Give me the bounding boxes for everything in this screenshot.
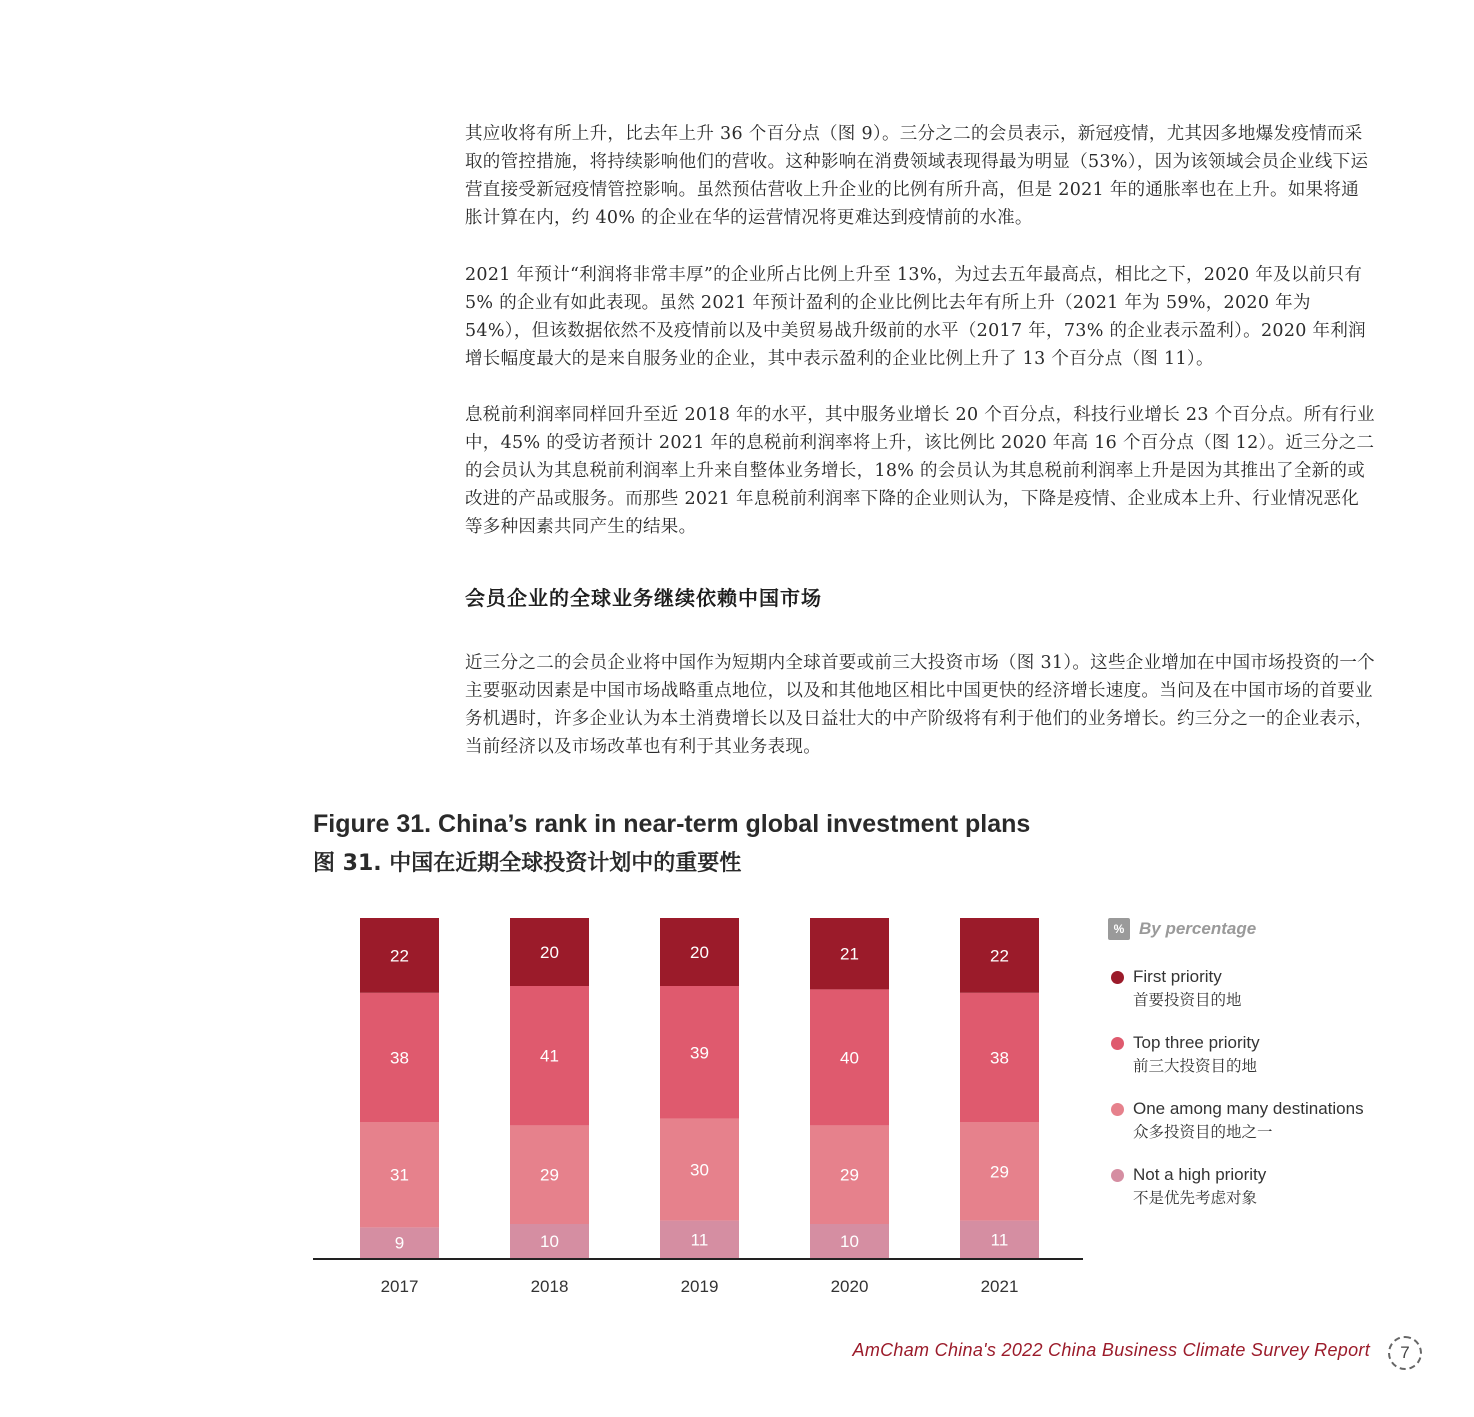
data-label: 11 xyxy=(990,1230,1009,1250)
page-number: 7 xyxy=(1388,1336,1422,1370)
footer-report-title: AmCham China's 2022 China Business Climate Survey Report xyxy=(852,1340,1370,1360)
figure-title-zh: 图 31. 中国在近期全球投资计划中的重要性 xyxy=(313,851,742,876)
data-label: 20 xyxy=(540,943,559,962)
legend-unit xyxy=(1108,918,1448,940)
data-label: 31 xyxy=(390,1165,409,1185)
data-label: 29 xyxy=(540,1165,559,1185)
legend-item-one-among-many xyxy=(1108,1098,1448,1144)
body-paragraph-1: 其应收将有所上升，比去年上升 36 个百分点（图 9）。三分之二的会员表示，新冠疫情，尤其因多地爆发疫情而采取的管控措施，将持续影响他们的营收。这种影响在消费领域表现得最为明显（53%），因为该领域会员企业线下运营直接受新冠疫情管控影响。虽然预估营收上升企业的比例有所升高，但是 2021 年的通胀率也在上升。如果将通胀计算在内，约 40% 的企业在华的运营情况将更难达到疫情前的水准。 xyxy=(465,124,1369,228)
legend-dot-icon xyxy=(1111,1103,1124,1116)
x-tick-label: 2017 xyxy=(380,1277,419,1296)
x-tick-label: 2019 xyxy=(680,1277,719,1296)
chart-legend xyxy=(1108,918,1448,1230)
legend-label-en: Not a high priority xyxy=(1133,1165,1267,1184)
data-label: 39 xyxy=(690,1043,709,1063)
data-label: 29 xyxy=(990,1162,1009,1182)
section-heading: 会员企业的全球业务继续依赖中国市场 xyxy=(465,586,822,610)
data-label: 40 xyxy=(840,1048,859,1068)
data-label: 22 xyxy=(990,946,1009,966)
data-label: 21 xyxy=(840,944,859,964)
legend-label-en: First priority xyxy=(1133,967,1222,986)
legend-item-not-high-priority xyxy=(1108,1164,1448,1210)
legend-dot-icon xyxy=(1111,971,1124,984)
legend-item-top-three-priority xyxy=(1108,1032,1448,1078)
unit-label: By percentage xyxy=(1139,919,1257,938)
body-paragraph-3: 息税前利润率同样回升至近 2018 年的水平，其中服务业增长 20 个百分点，科技行业增长 23 个百分点。所有行业中，45% 的受访者预计 2021 年的息税前利润率将上升，该比例比 2020 年高 16 个百分点（图 12）。近三分之二的会员认为其息税前利润率上升来自整体业务增长，18% 的会员认为其息税前利润率上升是因为其推出了全新的或改进的产品或服务。而那些 2021 年息税前利润率下降的企业则认为，下降是疫情、企业成本上升、行业情况恶化等多种因素共同产生的结果。 xyxy=(465,405,1375,537)
data-label: 41 xyxy=(540,1046,559,1066)
data-label: 30 xyxy=(690,1160,709,1180)
data-label: 22 xyxy=(390,946,409,966)
legend-label-zh: 前三大投资目的地 xyxy=(1133,1057,1258,1075)
data-label: 9 xyxy=(394,1233,405,1253)
data-label: 10 xyxy=(840,1232,859,1251)
legend-dot-icon xyxy=(1111,1169,1124,1182)
legend-dot-icon xyxy=(1111,1037,1124,1050)
x-tick-label: 2020 xyxy=(830,1277,869,1296)
data-label: 38 xyxy=(390,1048,409,1068)
stacked-bar-chart xyxy=(300,900,1100,1320)
data-label: 10 xyxy=(540,1232,559,1251)
legend-label-en: Top three priority xyxy=(1133,1033,1260,1052)
legend-item-first-priority xyxy=(1108,966,1448,1012)
x-tick-label: 2018 xyxy=(530,1277,569,1296)
body-paragraph-2: 2021 年预计“利润将非常丰厚”的企业所占比例上升至 13%，为过去五年最高点，相比之下，2020 年及以前只有 5% 的企业有如此表现。虽然 2021 年预计盈利的企业比例比去年有所上升（2021 年为 59%，2020 年为 54%），但该数据依然不及疫情前以及中美贸易战升级前的水平（2017 年，73% 的企业表示盈利）。2020 年利润增长幅度最大的是来自服务业的企业，其中表示盈利的企业比例上升了 13 个百分点（图 11）。 xyxy=(465,265,1366,369)
percent-icon: % xyxy=(1108,918,1130,940)
legend-label-zh: 不是优先考虑对象 xyxy=(1133,1189,1258,1207)
figure-title-en: Figure 31. China’s rank in near-term global investment plans xyxy=(313,810,1031,838)
legend-label-en: One among many destinations xyxy=(1133,1099,1364,1118)
data-label: 11 xyxy=(690,1230,709,1250)
data-label: 20 xyxy=(690,943,709,962)
body-paragraph-4: 近三分之二的会员企业将中国作为短期内全球首要或前三大投资市场（图 31）。这些企业增加在中国市场投资的一个主要驱动因素是中国市场战略重点地位，以及和其他地区相比中国更快的经济增长速度。当问及在中国市场的首要业务机遇时，许多企业认为本土消费增长以及日益壮大的中产阶级将有利于他们的业务增长。约三分之一的企业表示，当前经济以及市场改革也有利于其业务表现。 xyxy=(465,653,1375,757)
x-tick-label: 2021 xyxy=(980,1277,1019,1296)
data-label: 38 xyxy=(990,1048,1009,1068)
data-label: 29 xyxy=(840,1165,859,1185)
legend-label-zh: 众多投资目的地之一 xyxy=(1133,1123,1273,1141)
legend-label-zh: 首要投资目的地 xyxy=(1133,991,1242,1009)
